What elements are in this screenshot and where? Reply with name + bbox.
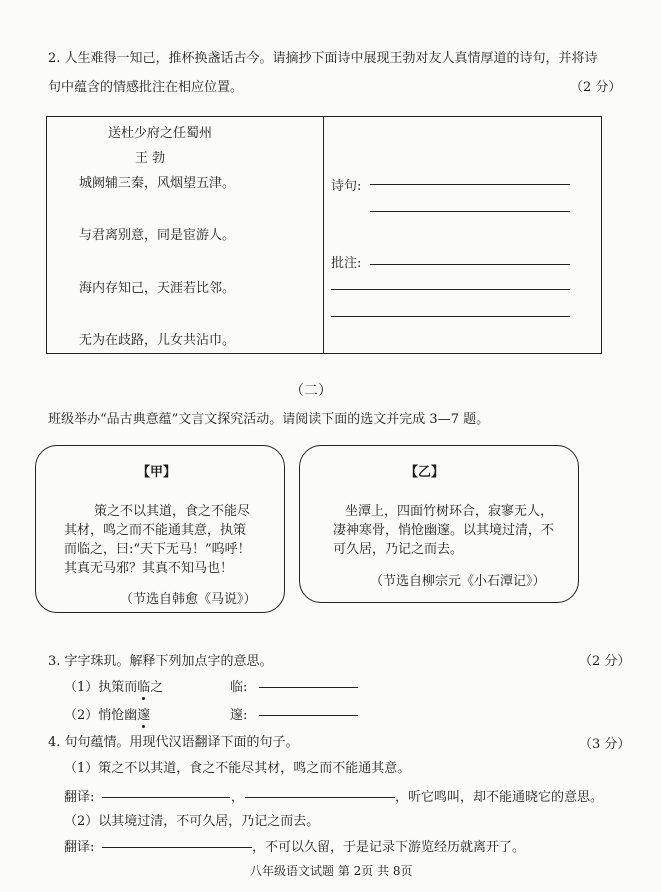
q4-answer-line-2[interactable] (102, 847, 252, 848)
q4-item2: （2）以其境过清，不可久居，乃记之而去。 (64, 814, 320, 829)
jia-line-2: 其材，鸣之而不能通其意，执策 (64, 523, 247, 538)
q3-item1: （1）执策而临之 (64, 676, 163, 695)
q3-item2: （2）悄怆幽邃 (64, 704, 150, 723)
q3-answer-line-1[interactable] (259, 687, 358, 688)
answer-line-note-2[interactable] (331, 289, 570, 290)
q4-trans-label-1: 翻译: (64, 790, 95, 805)
q3-answer-line-2[interactable] (259, 715, 358, 716)
jia-line-3: 而临之，曰:“天下无马！”呜呼！ (64, 542, 251, 557)
dotted-char-lin: 临 (137, 676, 150, 695)
q3-item1-label: 临: (230, 680, 248, 695)
yi-line-2: 凄神寒骨，悄怆幽邃。以其境过清，不 (333, 523, 555, 538)
q4-stem: 4. 句句蕴情。用现代汉语翻译下面的句子。 (48, 735, 299, 750)
jia-source: （节选自韩愈《马说》） (120, 592, 257, 607)
jia-label: 【甲】 (137, 465, 177, 480)
label-poem-line: 诗句: (331, 179, 362, 194)
jia-line-1: 策之不以其道，食之不能尽 (94, 504, 251, 519)
section-heading: （二） (290, 383, 332, 399)
q4-item1: （1）策之不以其道，食之不能尽其材，鸣之而不能通其意。 (64, 761, 411, 776)
poem-line-3: 海内存知己，天涯若比邻。 (79, 281, 236, 296)
q3-item2-label: 邃: (230, 708, 248, 723)
yi-source: （节选自柳宗元《小石潭记》） (370, 574, 546, 589)
q4-answer-line-1b[interactable] (245, 797, 395, 798)
poem-line-4: 无为在歧路，儿女共沾巾。 (79, 333, 236, 348)
q4-comma: ， (231, 790, 245, 805)
q4-item1-tail: ，听它鸣叫，却不能通晓它的意思。 (395, 790, 604, 805)
q2-line1: 2. 人生难得一知己，推杯换盏话古今。请摘抄下面诗中展现王勃对友人真情厚道的诗句，并将诗 (48, 51, 598, 66)
dotted-char-sui: 邃 (137, 704, 150, 723)
poem-line-1: 城阙辅三秦，风烟望五津。 (79, 176, 236, 191)
label-annotation: 批注: (331, 256, 362, 271)
answer-line-note-1[interactable] (370, 264, 570, 265)
answer-line-poem-1[interactable] (370, 184, 570, 185)
poem-line-2: 与君离别意，同是宦游人。 (79, 228, 236, 243)
yi-line-3: 可久居，乃记之而去。 (333, 542, 464, 557)
q4-score: （3 分） (579, 737, 631, 752)
section-intro: 班级举办“品古典意蕴”文言文探究活动。请阅读下面的选文并完成 3—7 题。 (48, 412, 490, 427)
q3-stem: 3. 字字珠玑。解释下列加点字的意思。 (48, 654, 273, 669)
answer-line-note-3[interactable] (331, 316, 570, 317)
table-divider (323, 117, 324, 353)
q4-item2-tail: ，不可以久留，于是记录下游览经历就离开了。 (252, 840, 526, 855)
q3-score: （2 分） (579, 654, 631, 669)
q2-line2: 句中蕴含的情感批注在相应位置。 (48, 80, 244, 95)
poem-title: 送杜少府之任蜀州 (108, 126, 213, 141)
jia-line-4: 其真无马邪？其真不知马也！ (64, 561, 234, 576)
poem-author: 王 勃 (135, 151, 166, 166)
page-footer: 八年级语文试题 第 2页 共 8页 (250, 864, 413, 878)
q2-score: （2 分） (570, 80, 622, 95)
q4-answer-line-1a[interactable] (102, 797, 230, 798)
answer-line-poem-2[interactable] (370, 211, 570, 212)
yi-line-1: 坐潭上，四面竹树环合，寂寥无人， (345, 504, 554, 519)
yi-label: 【乙】 (405, 465, 445, 480)
q4-trans-label-2: 翻译: (64, 840, 95, 855)
